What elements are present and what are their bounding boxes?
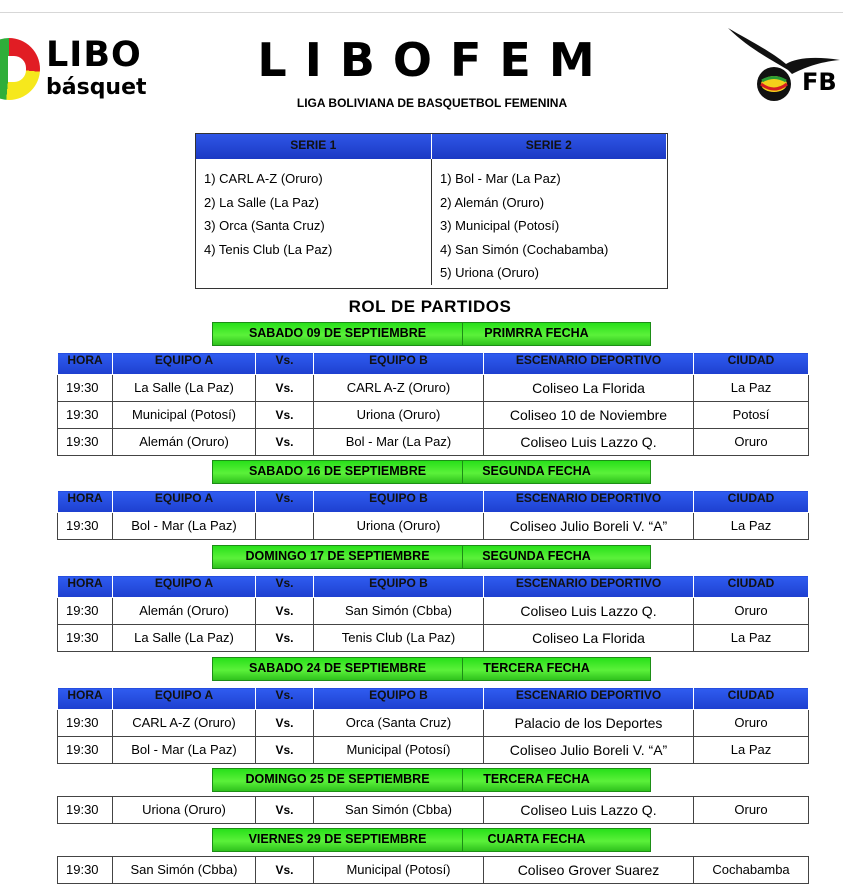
match-table (57, 796, 809, 824)
match-vs: Vs. (256, 375, 314, 402)
day-date: VIERNES 29 DE SEPTIEMBRE (213, 829, 463, 851)
match-team-a: Bol - Mar (La Paz) (113, 513, 256, 540)
match-hora: 19:30 (58, 375, 113, 402)
col-hora: HORA (58, 491, 113, 513)
col-equipo-a: EQUIPO A (113, 491, 256, 513)
match-vs: Vs. (256, 402, 314, 429)
fb-logo-text: FB (802, 68, 837, 96)
serie2-team: 1) Bol - Mar (La Paz) (440, 171, 561, 186)
match-table (57, 490, 809, 540)
match-vs: Vs. (256, 625, 314, 652)
serie1-team: 2) La Salle (La Paz) (204, 194, 319, 210)
match-row (58, 429, 809, 456)
match-team-a: Alemán (Oruro) (113, 598, 256, 625)
col-vs: Vs. (256, 688, 314, 710)
top-divider (0, 12, 843, 13)
page-title: LIBOFEM (257, 33, 613, 87)
serie2-title: SERIE 2 (432, 134, 668, 159)
table-header-row (58, 491, 809, 513)
match-city: La Paz (694, 737, 809, 764)
day-date: DOMINGO 25 DE SEPTIEMBRE (213, 769, 463, 791)
serie2-list (431, 159, 667, 285)
match-vs: Vs. (256, 797, 314, 824)
col-equipo-b: EQUIPO B (314, 491, 484, 513)
series-box (195, 133, 668, 289)
match-venue: Coliseo Grover Suarez (484, 857, 694, 884)
libo-logo-sub: básquet (46, 75, 147, 100)
match-team-a: La Salle (La Paz) (113, 625, 256, 652)
schedule-title: ROL DE PARTIDOS (348, 297, 512, 316)
match-team-a: CARL A-Z (Oruro) (113, 710, 256, 737)
match-venue: Coliseo Julio Boreli V. “A” (484, 737, 694, 764)
match-city: La Paz (694, 625, 809, 652)
col-escenario: ESCENARIO DEPORTIVO (484, 353, 694, 375)
match-row (58, 598, 809, 625)
col-escenario: ESCENARIO DEPORTIVO (484, 688, 694, 710)
col-equipo-a: EQUIPO A (113, 688, 256, 710)
day-banner (212, 545, 651, 569)
match-team-b: CARL A-Z (Oruro) (314, 375, 484, 402)
serie2-team: 4) San Simón (Cochabamba) (440, 241, 609, 257)
col-ciudad: CIUDAD (694, 688, 809, 710)
libo-ball-icon (0, 38, 44, 100)
table-header-row (58, 688, 809, 710)
match-team-a: La Salle (La Paz) (113, 375, 256, 402)
match-venue: Coliseo La Florida (484, 375, 694, 402)
day-banner (212, 460, 651, 484)
match-vs: Vs. (256, 429, 314, 456)
match-team-b: San Simón (Cbba) (314, 797, 484, 824)
match-table (57, 687, 809, 764)
day-fecha: SEGUNDA FECHA (482, 549, 591, 563)
day-banner (212, 322, 651, 346)
match-row (58, 857, 809, 884)
match-table (57, 352, 809, 456)
table-header-row (58, 353, 809, 375)
match-team-a: Uriona (Oruro) (113, 797, 256, 824)
col-equipo-a: EQUIPO A (113, 576, 256, 598)
day-fecha: TERCERA FECHA (483, 772, 590, 786)
day-date: SABADO 24 DE SEPTIEMBRE (213, 658, 463, 680)
match-team-b: San Simón (Cbba) (314, 598, 484, 625)
match-table (57, 856, 809, 884)
col-vs: Vs. (256, 576, 314, 598)
col-vs: Vs. (256, 491, 314, 513)
day-fecha: TERCERA FECHA (483, 661, 590, 675)
match-team-b: Uriona (Oruro) (314, 513, 484, 540)
match-row (58, 737, 809, 764)
match-venue: Coliseo La Florida (484, 625, 694, 652)
match-table (57, 575, 809, 652)
col-ciudad: CIUDAD (694, 353, 809, 375)
match-row (58, 710, 809, 737)
match-team-b: Municipal (Potosí) (314, 737, 484, 764)
match-team-b: Bol - Mar (La Paz) (314, 429, 484, 456)
series-header (196, 134, 667, 159)
libo-logo-word: LIBO (46, 35, 142, 75)
match-hora: 19:30 (58, 513, 113, 540)
day-banner (212, 657, 651, 681)
match-venue: Coliseo Luis Lazzo Q. (484, 598, 694, 625)
col-ciudad: CIUDAD (694, 576, 809, 598)
match-team-a: Bol - Mar (La Paz) (113, 737, 256, 764)
col-escenario: ESCENARIO DEPORTIVO (484, 491, 694, 513)
match-venue: Coliseo Luis Lazzo Q. (484, 429, 694, 456)
serie2-team: 2) Alemán (Oruro) (440, 194, 545, 210)
day-date: SABADO 16 DE SEPTIEMBRE (213, 461, 463, 483)
match-vs: Vs. (256, 737, 314, 764)
day-fecha: CUARTA FECHA (487, 832, 586, 846)
match-hora: 19:30 (58, 429, 113, 456)
day-fecha: SEGUNDA FECHA (482, 464, 591, 478)
day-banner (212, 828, 651, 852)
match-vs (256, 513, 314, 540)
col-vs: Vs. (256, 353, 314, 375)
serie1-team: 1) CARL A-Z (Oruro) (204, 171, 323, 186)
col-equipo-a: EQUIPO A (113, 353, 256, 375)
col-equipo-b: EQUIPO B (314, 576, 484, 598)
match-hora: 19:30 (58, 710, 113, 737)
match-hora: 19:30 (58, 402, 113, 429)
match-row (58, 402, 809, 429)
match-city: Oruro (694, 710, 809, 737)
serie1-list (196, 159, 431, 285)
match-team-a: Alemán (Oruro) (113, 429, 256, 456)
match-team-b: Tenis Club (La Paz) (314, 625, 484, 652)
match-team-a: San Simón (Cbba) (113, 857, 256, 884)
match-vs: Vs. (256, 710, 314, 737)
col-hora: HORA (58, 353, 113, 375)
match-city: La Paz (694, 375, 809, 402)
match-row (58, 513, 809, 540)
col-equipo-b: EQUIPO B (314, 353, 484, 375)
match-vs: Vs. (256, 857, 314, 884)
match-team-b: Municipal (Potosí) (314, 857, 484, 884)
match-team-b: Uriona (Oruro) (314, 402, 484, 429)
match-hora: 19:30 (58, 797, 113, 824)
match-venue: Palacio de los Deportes (484, 710, 694, 737)
match-city: Oruro (694, 429, 809, 456)
match-city: La Paz (694, 513, 809, 540)
match-hora: 19:30 (58, 857, 113, 884)
match-hora: 19:30 (58, 625, 113, 652)
col-escenario: ESCENARIO DEPORTIVO (484, 576, 694, 598)
match-row (58, 797, 809, 824)
match-hora: 19:30 (58, 598, 113, 625)
col-hora: HORA (58, 576, 113, 598)
col-hora: HORA (58, 688, 113, 710)
fb-federation-logo (722, 24, 843, 104)
page-subtitle: LIGA BOLIVIANA DE BASQUETBOL FEMENINA (296, 96, 568, 110)
serie2-team: 5) Uriona (Oruro) (440, 265, 539, 281)
match-hora: 19:30 (58, 737, 113, 764)
col-equipo-b: EQUIPO B (314, 688, 484, 710)
match-venue: Coliseo Luis Lazzo Q. (484, 797, 694, 824)
day-date: DOMINGO 17 DE SEPTIEMBRE (213, 546, 463, 568)
day-fecha: PRIMRRA FECHA (484, 326, 589, 340)
col-ciudad: CIUDAD (694, 491, 809, 513)
match-row (58, 625, 809, 652)
match-city: Oruro (694, 598, 809, 625)
match-team-a: Municipal (Potosí) (113, 402, 256, 429)
match-venue: Coliseo Julio Boreli V. “A” (484, 513, 694, 540)
serie1-team: 4) Tenis Club (La Paz) (204, 241, 333, 257)
match-city: Cochabamba (694, 857, 809, 884)
day-banner (212, 768, 651, 792)
serie1-team: 3) Orca (Santa Cruz) (204, 218, 325, 234)
match-team-b: Orca (Santa Cruz) (314, 710, 484, 737)
serie1-title: SERIE 1 (196, 134, 432, 159)
match-row (58, 375, 809, 402)
match-venue: Coliseo 10 de Noviembre (484, 402, 694, 429)
serie2-team: 3) Municipal (Potosí) (440, 218, 560, 234)
libo-basquet-logo (0, 34, 170, 104)
match-city: Potosí (694, 402, 809, 429)
table-header-row (58, 576, 809, 598)
match-city: Oruro (694, 797, 809, 824)
match-vs: Vs. (256, 598, 314, 625)
day-date: SABADO 09 DE SEPTIEMBRE (213, 323, 463, 345)
